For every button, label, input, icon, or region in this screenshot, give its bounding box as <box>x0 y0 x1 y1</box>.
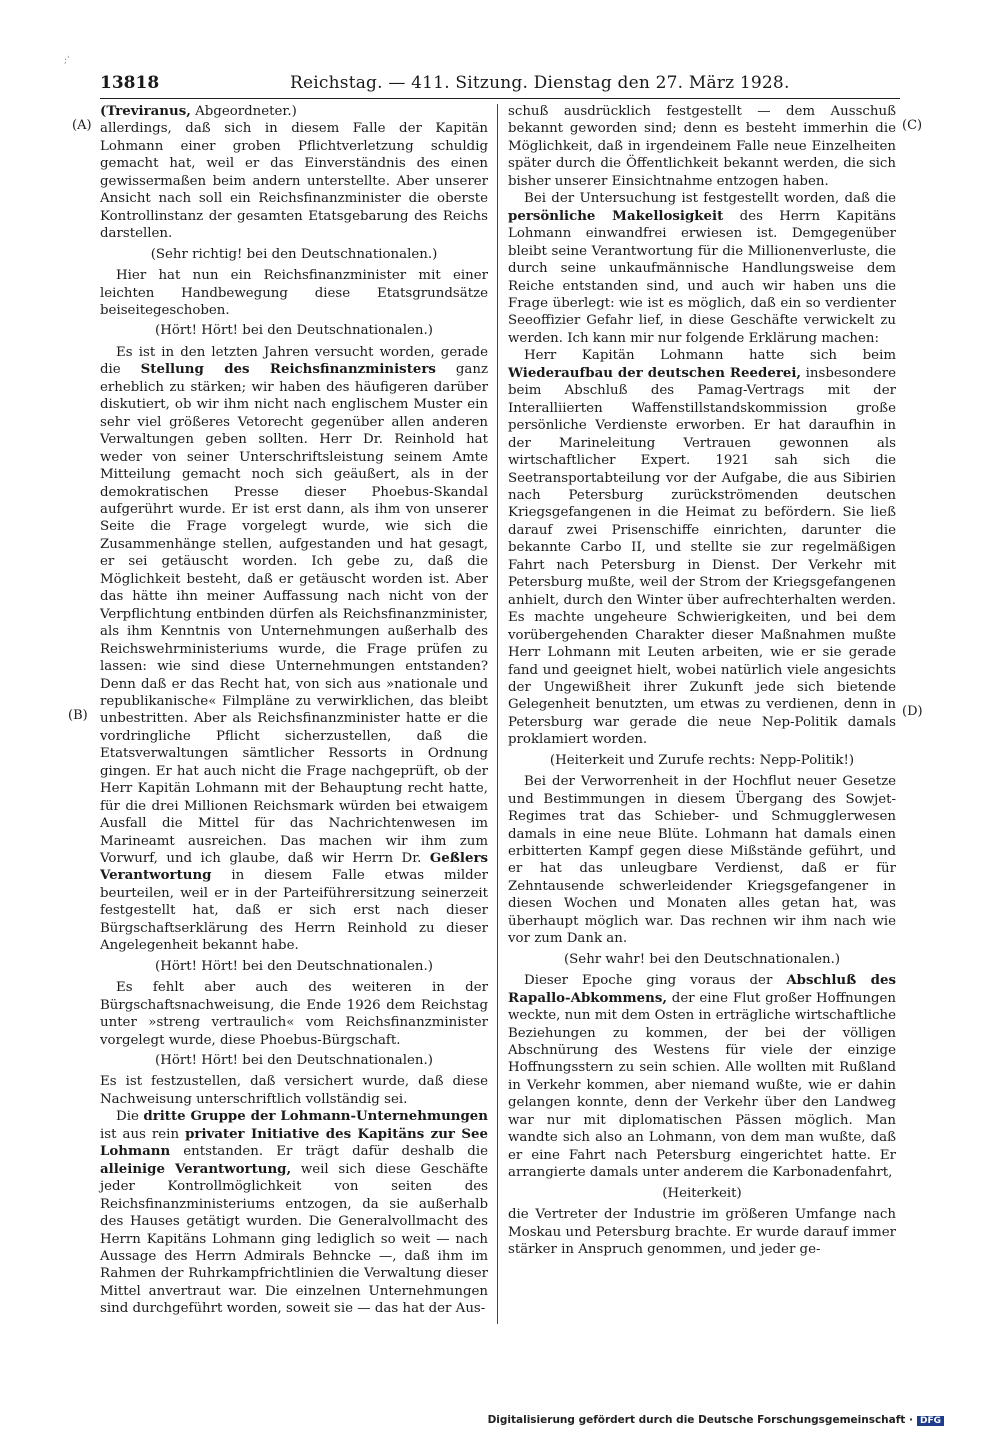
emphasis: alleinige Verantwortung, <box>100 1160 292 1177</box>
paragraph <box>100 1108 488 1317</box>
text-run: Die <box>116 1109 144 1125</box>
emphasis: Geßlers Verantwortung <box>100 850 488 884</box>
text-run: in diesem Falle etwas milder beurteilen, weil er in der Parteiführersitzung seinerzeit festgestellt hat, daß er sich erst nach dieser Bürgschaftserklärung des Herrn Reinhold zu dieser Angelegenheit bekannt habe. <box>100 868 488 954</box>
interjection: (Sehr wahr! bei den Deutschnationalen.) <box>563 951 841 967</box>
text-run: entstanden. Er trägt dafür deshalb die <box>170 1144 488 1160</box>
margin-mark-d: (D) <box>902 704 923 719</box>
paragraph: Es ist festzustellen, daß versichert wurde, daß diese Nachweisung unterschriftlich vollständig sei. <box>100 1074 488 1107</box>
paragraph: Bei der Verworrenheit in der Hochflut neuer Gesetze und Bestimmungen in diesem Übergang des Sowjet-Regimes trat das Schieber- und Schmugglerwesen damals in eine neue Blüte. Lohmann hat damals einen erbitterten Kampf gegen diese Mißstände geführt, und er hat das unleugbare Verdienst, daß er für Zehntausende schwerleidender Kriegsgefangener in diesen Wochen und Monaten alles getan hat, was überhaupt möglich war. Das rechnen wir ihm nach wie vor zum Dank an. <box>508 774 896 947</box>
text-run: ist aus rein <box>100 1126 186 1142</box>
text-run: Herr Kapitän Lohmann hatte sich beim <box>524 348 896 364</box>
text-run: ganz erheblich zu stärken; wir haben des häufigeren darüber diskutiert, ob wir ihm nicht nach englischem Muster ein sehr viel größeres Vetorecht gegenüber allen anderen Verwaltungen geben sollten. Herr Dr. Reinhold hat weder von seiner Unterschriftsleistung seinem Amte Mitteilung gemacht noch sich geäußert, als in der demokratischen Presse dieser Phoebus-Skandal aufgerührt wurde. Er ist erst dann, als ihm von unserer Seite die Frage vorgelegt wurde, wie sich die Zusammenhänge stellen, aufgestanden und hat gesagt, er sei getäuscht worden. Ich gebe zu, daß die Möglichkeit besteht, daß er getäuscht worden ist. Aber das hätte ihn meiner Auffassung nach nicht von der Verpflichtung entbinden dürfen als Reichsfinanzminister, als ihm Kenntnis von Unternehmungen außerhalb des Reichswehrministeriums wurde, die Frage prüfen zu lassen: wie sind diese Unternehmungen entstanden? Denn daß er das Recht hat, von sich aus »nationale und republikanische« Filmpläne zu verwirklichen, das bleibt unbestritten. Aber als Reichsfinanzminister hatte er die vordringliche Pflicht sicherzustellen, daß die Etatsverwaltungen sämtlicher Ressorts in Ordnung gingen. Er hat auch nicht die Frage nachgeprüft, ob der Herr Kapitän Lohmann mit der Behauptung recht hatte, für die drei Millionen Reichsmark würden bei etwaigem Ausfall die Mittel für das Nachrichtenwesen im Marineamt ausreichen. Das machen wir ihm zum Vorwurf, und ich glaube, daß wir Herrn Dr. <box>100 362 488 867</box>
emphasis: privater Initiative des Kapitäns zur See Lohmann <box>100 1125 488 1160</box>
interjection: (Hört! Hört! bei den Deutschnationalen.) <box>155 323 433 339</box>
margin-mark-b: (B) <box>68 708 88 723</box>
speaker-name: (Treviranus, <box>100 103 191 119</box>
right-column <box>508 103 896 1258</box>
page-header <box>100 73 900 97</box>
speaker-role: Abgeordneter.) <box>190 104 297 119</box>
scan-corner-mark: ;ˈ <box>64 56 70 66</box>
emphasis: persönliche Makellosigkeit <box>508 207 724 224</box>
credit-text: Digitalisierung gefördert durch die Deutsche Forschungsgemeinschaft · <box>487 1414 913 1426</box>
emphasis: Abschluß des Rapallo-Abkommens, <box>508 972 896 1006</box>
text-run: Dieser Epoche ging voraus der <box>524 973 787 989</box>
interjection: (Hört! Hört! bei den Deutschnationalen.) <box>155 1053 433 1069</box>
speaker-line <box>100 103 488 120</box>
left-column <box>100 103 488 1318</box>
interjection: (Sehr richtig! bei den Deutschnationalen.) <box>150 246 438 262</box>
page-number: 13818 <box>100 73 160 93</box>
emphasis: dritte Gruppe der Lohmann-Unternehmungen <box>143 1108 488 1125</box>
paragraph <box>508 190 896 347</box>
margin-mark-c: (C) <box>902 118 923 133</box>
column-divider <box>497 104 498 1324</box>
text-run: weil sich diese Geschäfte jeder Kontrollmöglichkeit von seiten des Reichsfinanzministeriums entzogen, da sie außerhalb des Hauses getätigt wurden. Die Generalvollmacht des Herrn Kapitäns Lohmann ging lediglich so weit — nach Aussage des Herrn Admirals Behncke —, daß ihm im Rahmen der Ruhrkampfrichtlinien die Verwaltung dieser Mittel anvertraut war. Die einzelnen Unternehmungen sind durchgeführt worden, soweit sie — das hat der Aus- <box>100 1161 489 1317</box>
paragraph: die Vertreter der Industrie im größeren Umfange nach Moskau und Petersburg brachte. Er wurde darauf immer stärker in Anspruch genommen, und jeder ge- <box>508 1207 896 1257</box>
header-rule <box>100 98 900 99</box>
paragraph <box>100 344 488 955</box>
dfg-logo: DFG <box>917 1416 944 1426</box>
interjection: (Heiterkeit und Zurufe rechts: Nepp-Politik!) <box>549 752 855 768</box>
interjection: (Heiterkeit) <box>662 1185 742 1201</box>
text-run: Bei der Untersuchung ist festgestellt worden, daß die <box>524 191 896 207</box>
margin-mark-a: (A) <box>72 118 92 133</box>
text-run: insbesondere beim Abschluß des Pamag-Vertrags mit der Interalliierten Waffenstillstandskommission große persönliche Verdienste erworben. Er hat daraufhin in der Marineleitung Vertrauen gewonnen als wirtschaftlicher Expert. 1921 sah sich die Seetransportabteilung vor der Aufgabe, die aus Sibirien nach Petersburg zurückströmenden deutschen Kriegsgefangenen in die Heimat zu befördern. Sie ließ darauf zwei Prisenschiffe einrichten, darunter die bekannte Carbo II, und stellte sie zur regelmäßigen Fahrt nach Petersburg in Dienst. Der Verkehr mit Petersburg mußte, weil der Strom der Kriegsgefangenen anhielt, durch den Winter über aufrechterhalten werden. Es machte ungeheure Schwierigkeiten, und bei dem vorübergehenden Charakter dieser Maßnahmen mußte Herr Lohmann mit Leuten arbeiten, wie er sie gerade fand und geeignet hielt, wobei natürlich viele angesichts der Ungewißheit ihrer Zukunft jede sich bietende Gelegenheit benutzten, um etwas zu verdienen, denn in Petersburg war gerade die neue Nep-Politik damals proklamiert worden. <box>508 365 896 748</box>
running-head: Reichstag. — 411. Sitzung. Dienstag den 27. März 1928. <box>290 73 790 93</box>
paragraph: Hier hat nun ein Reichsfinanzminister mit einer leichten Handbewegung diese Etatsgrundsätze beiseitegeschoben. <box>100 268 488 318</box>
emphasis: Stellung des Reichsfinanzministers <box>140 361 436 378</box>
paragraph <box>508 972 896 1181</box>
emphasis: Wiederaufbau der deutschen Reederei, <box>508 364 802 381</box>
paragraph <box>508 347 896 748</box>
paragraph: Es fehlt aber auch des weiteren in der Bürgschaftsnachweisung, die Ende 1926 dem Reichstag unter »streng vertraulich« vom Reichsfinanzminister vorgelegt wurde, diese Phoebus-Bürgschaft. <box>100 980 488 1048</box>
text-run: der eine Flut großer Hoffnungen weckte, nun mit dem Osten in erträgliche wirtschaftliche Beziehungen zu kommen, der bei der völligen Abschnürung des Westens für viele der einzige Hoffnungsstern zu sein schien. Alle wollten mit Rußland in Verkehr kommen, aber niemand wußte, wie er dahin gelangen konnte, denn der Verkehr über den Landweg war nur mit diplomatischen Pässen möglich. Man wandte sich also an Lohmann, von dem man wußte, daß er eine Fahrt nach Petersburg eingerichtet hatte. Er arrangierte damals unter anderem die Karbonadenfahrt, <box>508 990 896 1181</box>
interjection: (Hört! Hört! bei den Deutschnationalen.) <box>155 958 433 974</box>
text-run: des Herrn Kapitäns Lohmann einwandfrei erwiesen ist. Demgegenüber bleibt seine Verantwortung für die Millionenverluste, die durch seine unkaufmännische Handlungsweise dem Reiche entstanden sind, und auch wir haben uns die Frage überlegt: wie ist es möglich, daß ein so verdienter Seeoffizier Gefahr lief, in diese Geschäfte verwickelt zu werden. Ich kann mir nur folgende Erklärung machen: <box>508 208 897 346</box>
text-run: Es ist in den letzten Jahren versucht worden, gerade die <box>100 344 488 378</box>
paragraph: schuß ausdrücklich festgestellt — dem Ausschuß bekannt geworden sind; denn es besteht immerhin die Möglichkeit, daß in irgendeinem Falle neue Einzelheiten später durch die Öffentlichkeit bekannt werden, die sich bisher unserer Einsichtnahme entzogen haben. <box>508 104 896 189</box>
paragraph: allerdings, daß sich in diesem Falle der Kapitän Lohmann einer groben Pflichtverletzung schuldig gemacht hat, weil er das Einverständnis des einen gewissermaßen beim andern unterstellte. Aber unserer Ansicht nach soll ein Reichsfinanzminister die oberste Kontrollinstanz der gesamten Etatsgebarung des Reichs darstellen. <box>100 121 488 242</box>
digitization-credit <box>488 1414 944 1426</box>
